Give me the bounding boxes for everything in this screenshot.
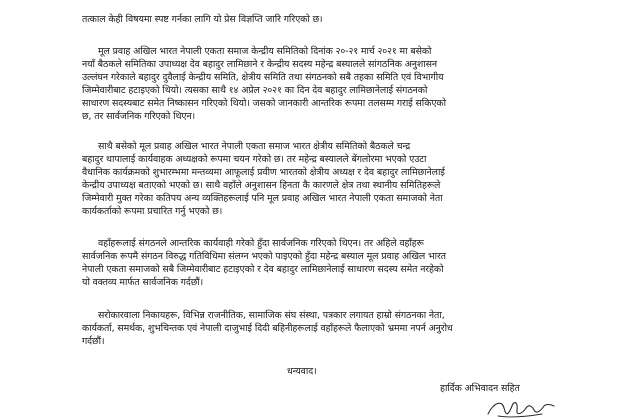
paragraph-2-line-3: वैधानिक कार्यक्रमको शुभारम्भमा मन्तव्यमा आफूलाई प्रवीण भारतको क्षेत्रीय अध्यक्ष र देव बहादुर लामिछानेलाई — [82, 167, 445, 178]
paragraph-2-line-2: बहादुर थापालाई कार्यवाहक अध्यक्षको रूपमा चयन गरेको छ। तर महेन्द्र बस्यालले बेंगलोरमा भएको एउटा — [82, 154, 427, 165]
paragraph-3-line-4: यो वक्तव्य मार्फत सार्वजनिक गर्दछौं। — [82, 277, 204, 288]
paragraph-1-line-3: उल्लंघन गरेकाले बहादुर दुवैलाई केन्द्रीय समिति, क्षेत्रीय समिति तथा संगठनको सबै तहका समिति एवं विभागीय — [82, 72, 444, 83]
paragraph-3-line-1: वहाँहरूलाई संगठनले आन्तरिक कार्यवाही गरेको हुँदा सार्वजनिक गरिएको थिएन। तर अहिले वहाँहरू — [98, 238, 424, 249]
paragraph-1-line-1: मूल प्रवाह अखिल भारत नेपाली एकता समाज केन्द्रीय समितिको दिनांक २०-२१ मार्च २०२१ मा बसेको — [98, 46, 432, 57]
paragraph-4-line-2: कार्यकर्ता, समर्थक, शुभचिन्तक एवं नेपाली दाजुभाई दिदी बहिनीहरूलाई वहाँहरूले फैलाएको भ्रममा नपर्न अनुरोध — [82, 323, 453, 334]
paragraph-1-line-2: नयाँ बैठकले समितिका उपाध्यक्ष देव बहादुर लामिछाने र केन्द्रीय सदस्य महेन्द्र बस्यालले सांगठनिक अनुशासन — [82, 59, 437, 70]
paragraph-3-line-2: सार्वजनिक रूपमै संगठन विरुद्ध गतिविधिमा संलग्न भएको पाइएको हुँदा महेन्द्र बस्याल मूल प्रवाह अखिल भारत — [82, 251, 446, 262]
paragraph-1-line-4: जिम्मेवारीबाट हटाइएको थियो। त्यसका साथै १४ अप्रेल २०२१ का दिन देव बहादुर लामिछानेलाई संगठनको — [82, 85, 428, 96]
paragraph-1-line-5: साधारण सदस्यबाट समेत निष्कासन गरिएको थियो। जसको जानकारी आन्तरिक रूपमा तलसम्म गराई सकिएको — [82, 98, 446, 109]
paragraph-2-line-5: जिम्मेवारी मुक्त गरेका कतिपय अन्य व्यक्तिहरूलाई पनि मूल प्रवाह अखिल भारत नेपाली एकता समाजको नेता — [82, 193, 443, 204]
signature-image — [484, 396, 556, 420]
paragraph-4-line-1: सरोकारवाला निकायहरू, विभिन्न राजनीतिक, सामाजिक संघ संस्था, पत्रकार लगायत हाम्रो संगठनका नेता, — [98, 310, 445, 321]
paragraph-2-line-1: साथै बसेको मूल प्रवाह अखिल भारत नेपाली एकता समाज भारत क्षेत्रीय समितिको बैठकले चन्द्र — [98, 141, 411, 152]
paragraph-1-line-6: छ, तर सार्वजनिक गरिएको थिएन। — [82, 111, 196, 122]
paragraph-2-line-4: केन्द्रीय उपाध्यक्ष बताएको भएको छ। साथै वहाँले अनुशासन हिनता कै कारणले क्षेत्र तथा स्थानीय समितिहरूले — [82, 180, 441, 191]
paragraph-2-line-6: कार्यकर्ताको रूपमा प्रचारित गर्नु भएको छ। — [82, 206, 223, 217]
thanks-text: धन्यवाद। — [287, 366, 317, 377]
paragraph-4-line-3: गर्दछौं। — [82, 336, 105, 347]
paragraph-3-line-3: नेपाली एकता समाजको सबै जिम्मेवारीबाट हटाइएको र देव बहादुर लामिछानेलाई साधारण सदस्य समेत नरहेको — [82, 264, 444, 275]
closing-salutation: हार्दिक अभिवादन सहित — [440, 383, 520, 394]
intro-line: तत्काल केही विषयमा स्पष्ट गर्नका लागि यो प्रेस विज्ञप्ति जारि गरिएको छ। — [82, 14, 323, 25]
